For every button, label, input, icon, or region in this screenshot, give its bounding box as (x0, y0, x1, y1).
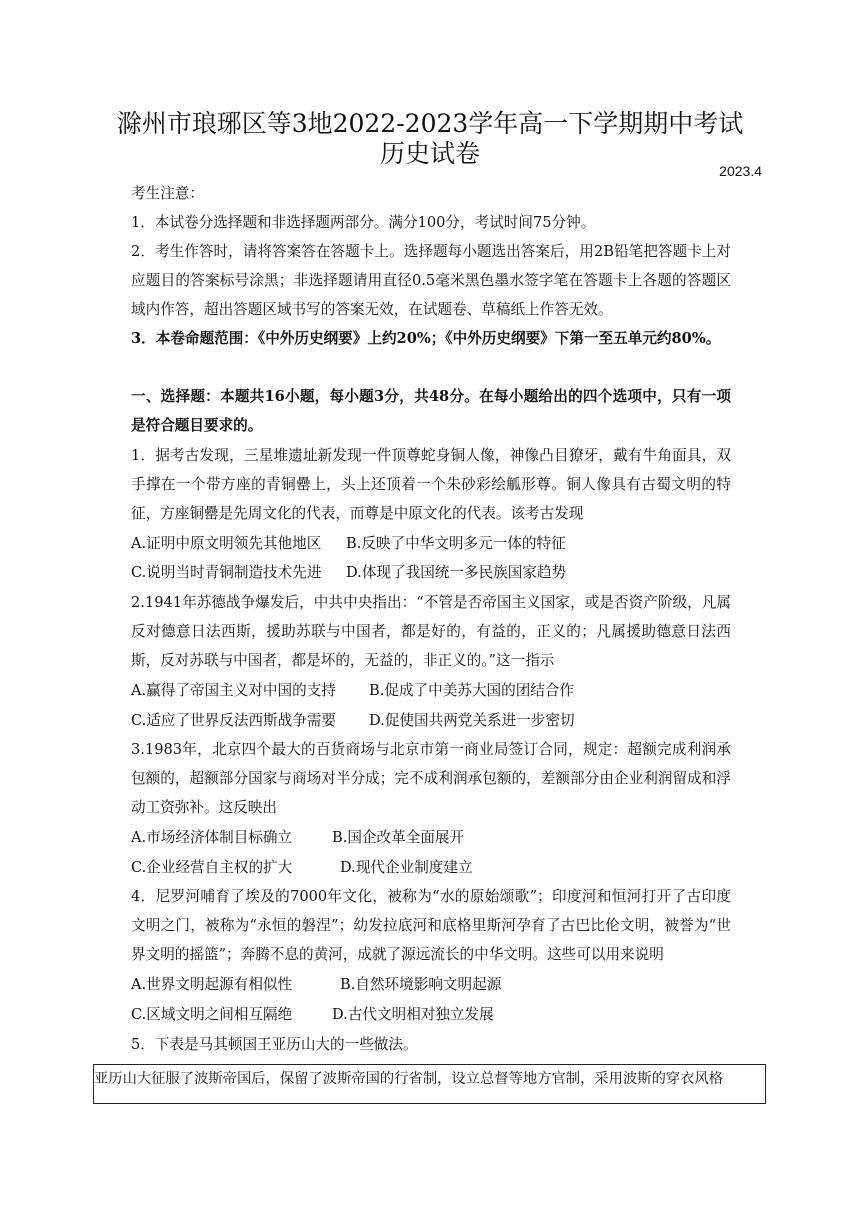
question-5-table (93, 1064, 766, 1104)
question-4-stem: 4．尼罗河哺育了埃及的7000年文化，被称为“水的原始颂歌”；印度河和恒河打开了古印度文明之门，被称为“永恒的磐涅”；幼发拉底河和底格里斯河孕育了古巴比伦文明，被誉为“世界文明的摇篮”；奔腾不息的黄河，成就了源远流长的中华文明。这些可以用来说明 (131, 888, 731, 963)
question-1-option-b: B.反映了中华文明多元一体的特征 (346, 535, 566, 552)
exam-subject: 历史试卷 (379, 139, 480, 168)
section-heading: 一、选择题：本题共16小题，每小题3分，共48分。在每小题给出的四个选项中，只有一项是符合题目要求的。 (131, 388, 731, 434)
question-2-option-b: B.促成了中美苏大国的团结合作 (369, 682, 575, 699)
question-1-option-a: A.证明中原文明领先其他地区 (131, 535, 322, 552)
question-4-option-c: C.区域文明之间相互隔绝 (131, 1006, 293, 1023)
question-2-stem: 2.1941年苏德战争爆发后，中共中央指出：“不管是否帝国主义国家，或是否资产阶级，凡属反对德意日法西斯，援助苏联与中国者，都是好的，有益的，正义的；凡属援助德意日法西斯，反对苏联与中国者，都是坏的，无益的，非正义的。”这一指示 (131, 594, 731, 669)
question-5-table-cell: 亚历山大征服了波斯帝国后，保留了波斯帝国的行省制，设立总督等地方官制，采用波斯的穿衣风格 (94, 1071, 724, 1087)
exam-title: 滁州市琅琊区等3地2022-2023学年高一下学期期中考试 (116, 109, 744, 138)
question-2-option-a: A.赢得了帝国主义对中国的支持 (131, 682, 336, 699)
question-3-option-b: B.国企改革全面展开 (332, 829, 465, 846)
question-5-stem: 5．下表是马其顿国王亚历山大的一些做法。 (131, 1036, 418, 1053)
question-1-option-d: D.体现了我国统一多民族国家趋势 (346, 564, 567, 581)
question-4-option-d: D.古代文明相对独立发展 (332, 1006, 494, 1023)
question-3-option-a: A.市场经济体制目标确立 (131, 829, 293, 846)
exam-date: 2023.4 (719, 163, 762, 179)
question-1-stem: 1．据考古发现，三星堆遗址新发现一件顶尊蛇身铜人像，神像凸目獠牙，戴有牛角面具，双手撑在一个带方座的青铜罍上，头上还顶着一个朱砂彩绘觚形尊。铜人像具有古蜀文明的特征，方座铜罍是先周文化的代表，而尊是中原文化的代表。该考古发现 (131, 447, 731, 522)
notice-item-1: 1．本试卷分选择题和非选择题两部分。满分100分，考试时间75分钟。 (131, 214, 596, 231)
question-2-option-c: C.适应了世界反法西斯战争需要 (131, 712, 337, 729)
question-1-option-c: C.说明当时青铜制造技术先进 (131, 564, 322, 581)
question-2-option-d: D.促使国共两党关系进一步密切 (369, 712, 575, 729)
notice-item-2: 2．考生作答时，请将答案答在答题卡上。选择题每小题选出答案后，用2B铅笔把答题卡上对应题目的答案标号涂黑；非选择题请用直径0.5毫米黑色墨水签字笔在答题卡上各题的答题区域内作答，超出答题区域书写的答案无效，在试题卷、草稿纸上作答无效。 (131, 243, 731, 318)
question-3-option-c: C.企业经营自主权的扩大 (131, 859, 293, 876)
question-4-option-b: B.自然环境影响文明起源 (340, 976, 502, 993)
question-3-option-d: D.现代企业制度建立 (340, 859, 473, 876)
notice-item-3: 3．本卷命题范围：《中外历史纲要》上约20%；《中外历史纲要》下第一至五单元约80%。 (131, 330, 721, 347)
question-4-option-a: A.世界文明起源有相似性 (131, 976, 293, 993)
question-3-stem: 3.1983年，北京四个最大的百货商场与北京市第一商业局签订合同，规定：超额完成利润承包额的，超额部分国家与商场对半分成；完不成利润承包额的，差额部分由企业利润留成和浮动工资弥补。这反映出 (131, 741, 731, 816)
notice-heading: 考生注意： (131, 185, 204, 202)
